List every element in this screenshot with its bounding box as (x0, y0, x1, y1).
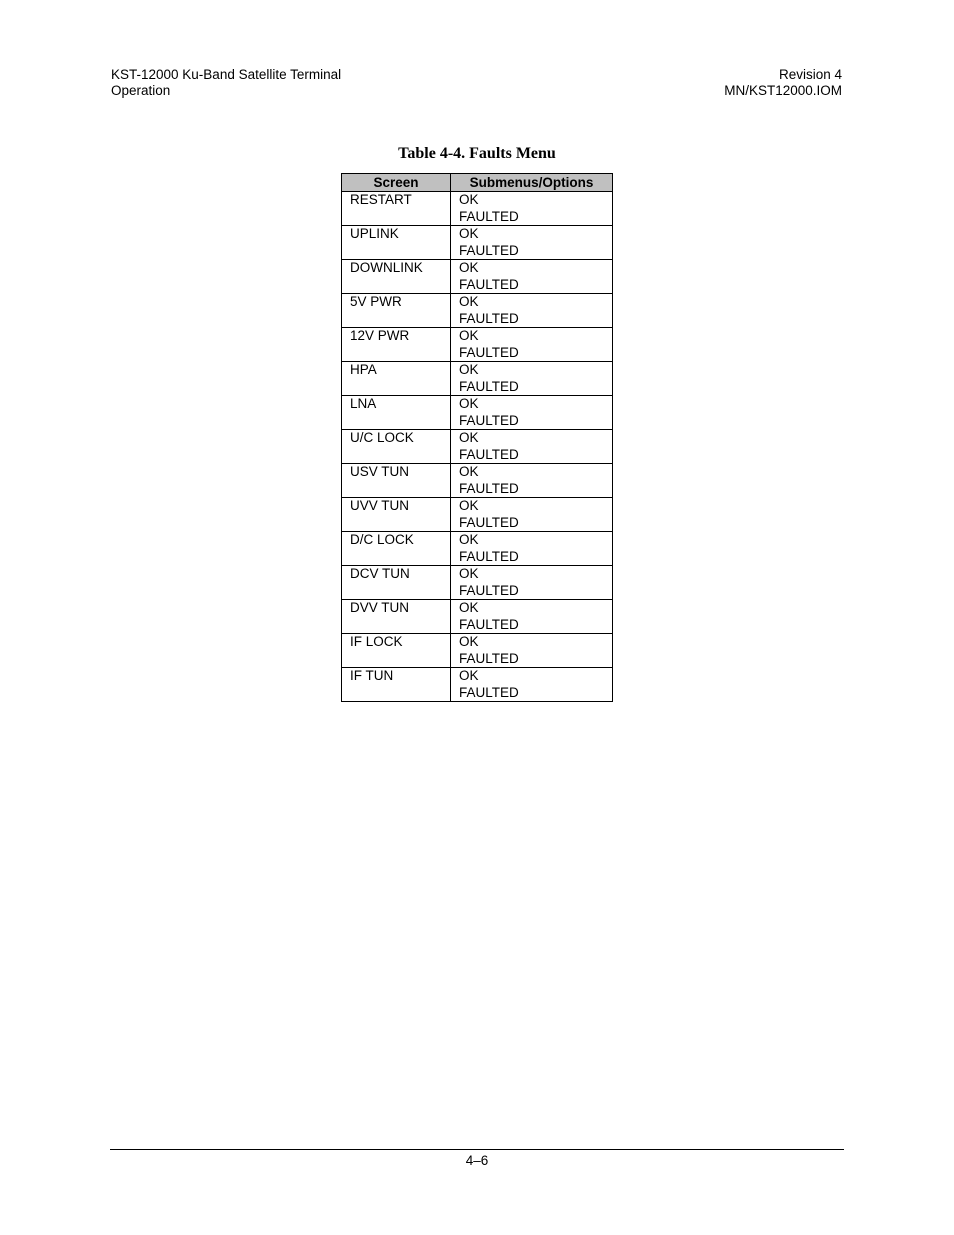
screen-cell: 5V PWR (342, 294, 451, 328)
options-cell (451, 668, 613, 702)
options-cell (451, 634, 613, 668)
screen-cell: DCV TUN (342, 566, 451, 600)
option-value: OK (459, 430, 479, 445)
option-value: FAULTED (459, 276, 519, 292)
table-row (342, 464, 613, 498)
screen-cell: DOWNLINK (342, 260, 451, 294)
screen-cell: U/C LOCK (342, 430, 451, 464)
option-value: FAULTED (459, 412, 519, 428)
option-value: FAULTED (459, 446, 519, 462)
option-value: OK (459, 668, 479, 683)
screen-cell: RESTART (342, 192, 451, 226)
option-value: FAULTED (459, 548, 519, 564)
options-cell (451, 328, 613, 362)
option-value: FAULTED (459, 616, 519, 632)
options-cell (451, 430, 613, 464)
table-row (342, 328, 613, 362)
table-row (342, 634, 613, 668)
table-header-row (342, 174, 613, 192)
option-value: OK (459, 566, 479, 581)
option-value: OK (459, 532, 479, 547)
options-cell (451, 464, 613, 498)
options-cell (451, 192, 613, 226)
options-cell (451, 362, 613, 396)
column-header-options: Submenus/Options (451, 174, 613, 192)
option-value: OK (459, 634, 479, 649)
option-value: OK (459, 600, 479, 615)
option-value: OK (459, 498, 479, 513)
screen-cell: DVV TUN (342, 600, 451, 634)
document-number: MN/KST12000.IOM (724, 83, 842, 98)
header-right (724, 67, 842, 99)
option-value: OK (459, 294, 479, 309)
screen-cell: D/C LOCK (342, 532, 451, 566)
table-row (342, 192, 613, 226)
options-cell (451, 600, 613, 634)
screen-cell: IF LOCK (342, 634, 451, 668)
table-row (342, 600, 613, 634)
screen-cell: USV TUN (342, 464, 451, 498)
table-row (342, 498, 613, 532)
option-value: OK (459, 464, 479, 479)
table-row (342, 668, 613, 702)
table-row (342, 566, 613, 600)
table-row (342, 532, 613, 566)
footer-rule (110, 1149, 844, 1150)
options-cell (451, 396, 613, 430)
table-row (342, 430, 613, 464)
screen-cell: UVV TUN (342, 498, 451, 532)
options-cell (451, 260, 613, 294)
option-value: OK (459, 396, 479, 411)
chapter-name: Operation (111, 83, 171, 98)
screen-cell: LNA (342, 396, 451, 430)
option-value: FAULTED (459, 344, 519, 360)
options-cell (451, 566, 613, 600)
option-value: OK (459, 328, 479, 343)
table-row (342, 396, 613, 430)
table-body (342, 192, 613, 702)
table-row (342, 226, 613, 260)
revision: Revision 4 (778, 67, 842, 82)
column-header-screen: Screen (342, 174, 451, 192)
options-cell (451, 226, 613, 260)
document-title: KST-12000 Ku-Band Satellite Terminal (111, 67, 342, 82)
option-value: FAULTED (459, 208, 519, 224)
screen-cell: IF TUN (342, 668, 451, 702)
options-cell (451, 532, 613, 566)
option-value: FAULTED (459, 378, 519, 394)
option-value: OK (459, 260, 479, 275)
table-row (342, 294, 613, 328)
option-value: FAULTED (459, 514, 519, 530)
option-value: FAULTED (459, 582, 519, 598)
option-value: FAULTED (459, 650, 519, 666)
header-left (111, 67, 341, 99)
option-value: OK (459, 192, 479, 207)
table-row (342, 362, 613, 396)
page-number: 4–6 (465, 1153, 489, 1168)
option-value: FAULTED (459, 480, 519, 496)
screen-cell: 12V PWR (342, 328, 451, 362)
screen-cell: UPLINK (342, 226, 451, 260)
option-value: OK (459, 362, 479, 377)
options-cell (451, 498, 613, 532)
faults-menu-table (341, 173, 613, 702)
table-title: Table 4-4. Faults Menu (398, 145, 556, 162)
option-value: OK (459, 226, 479, 241)
options-cell (451, 294, 613, 328)
screen-cell: HPA (342, 362, 451, 396)
option-value: FAULTED (459, 242, 519, 258)
table-row (342, 260, 613, 294)
option-value: FAULTED (459, 684, 519, 700)
option-value: FAULTED (459, 310, 519, 326)
